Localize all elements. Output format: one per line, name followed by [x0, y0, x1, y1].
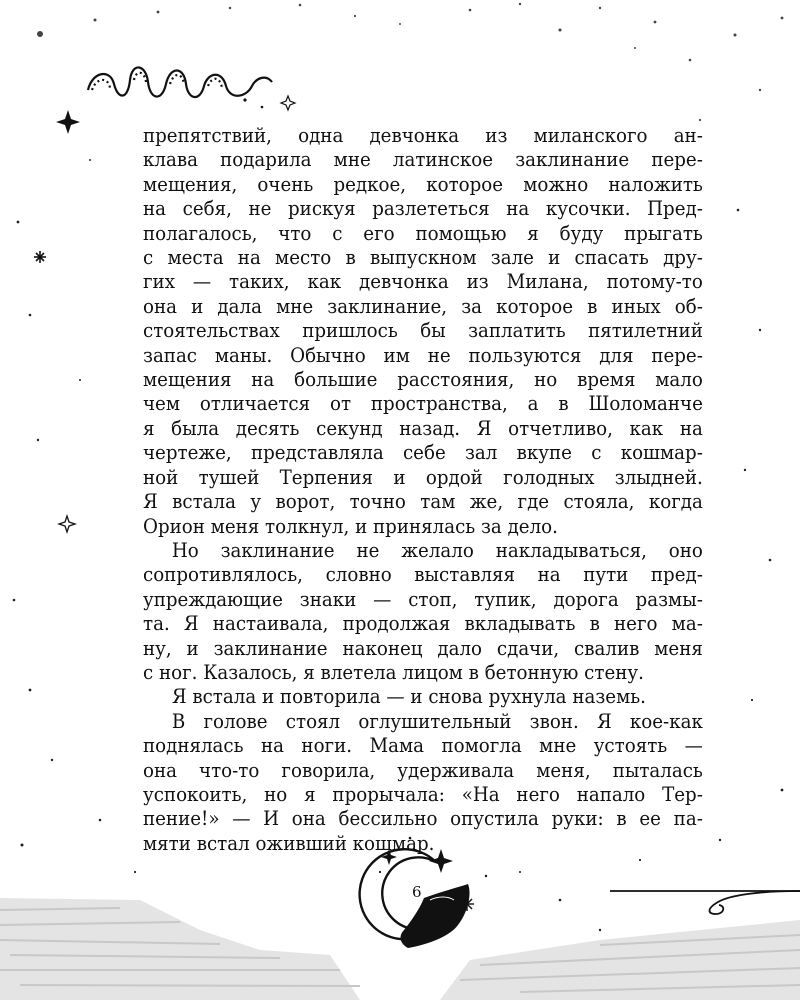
text-line: упреждающие знаки — стоп, тупик, дорога размы-: [143, 587, 703, 611]
text-line: полагалось, что с его помощью я буду прыгать: [143, 221, 703, 245]
body-text: [143, 124, 703, 856]
text-line: она что-то говорила, удерживала меня, пыталась: [143, 758, 703, 782]
text-line: я была десять секунд назад. Я отчетливо, как на: [143, 416, 703, 440]
star-icon-left-2: [59, 516, 75, 532]
left-speckles: [13, 159, 136, 873]
spiral-line-ornament: [610, 891, 800, 914]
text-line: Я встала у ворот, точно там же, где стояла, когда: [143, 490, 703, 514]
text-line: препятствий, одна девчонка из миланского ан-: [143, 124, 703, 147]
text-line: мещения, очень редкое, которое можно наложить: [143, 172, 703, 196]
text-line: успокоить, но я прорычала: «На него напало Тер-: [143, 782, 703, 806]
text-line: сопротивлялось, словно выставляя на пути пред-: [143, 563, 703, 587]
text-line: ной тушей Терпения и ордой голодных злыдней.: [143, 465, 703, 489]
text-line: мещения на большие расстояния, но время мало: [143, 368, 703, 392]
text-line: чем отличается от пространства, а в Шоломанче: [143, 392, 703, 416]
text-line: пение!» — И она бессильно опустила руки: в ее па-: [143, 807, 703, 831]
text-line: мяти встал оживший кошмар.: [143, 831, 435, 855]
page-number: 6: [412, 883, 422, 901]
text-line: та. Я настаивала, продолжая вкладывать в него ма-: [143, 612, 703, 636]
text-line: на себя, не рискуя разлететься на кусочки. Пред-: [143, 197, 703, 221]
text-line: клава подарила мне латинское заклинание пере-: [143, 148, 703, 172]
text-line: с ног. Казалось, я влетела лицом в бетонную стену.: [143, 660, 644, 684]
text-line: запас маны. Обычно им не пользуются для пере-: [143, 343, 703, 367]
text-line: В голове стоял оглушительный звон. Я кое-как: [171, 709, 703, 733]
text-line: с места на место в выпускном зале и спасать дру-: [143, 246, 703, 270]
text-line: стоятельствах пришлось бы заплатить пятилетний: [143, 319, 703, 343]
serpent-ornament: [88, 67, 272, 97]
text-line: ну, и заклинание наконец дало сдачи, свалив меня: [143, 636, 703, 660]
text-line: Я встала и повторила — и снова рухнула наземь.: [171, 685, 646, 709]
top-speckles: [37, 3, 783, 121]
text-line: поднялась на ноги. Мама помогла мне устоять —: [143, 734, 703, 758]
bottom-wash: [0, 898, 800, 1000]
text-line: она и дала мне заклинание, за которое в иных об-: [143, 294, 703, 318]
text-line: Орион меня толкнул, и принялась за дело.: [143, 514, 558, 538]
star-icon-left-1: [34, 251, 46, 263]
text-line: гих — таких, как девчонка из Милана, потому-то: [143, 270, 703, 294]
text-line: чертеже, представляла себе зал вкупе с кошмар-: [143, 441, 703, 465]
text-line: Но заклинание не желало накладываться, оно: [171, 538, 703, 562]
